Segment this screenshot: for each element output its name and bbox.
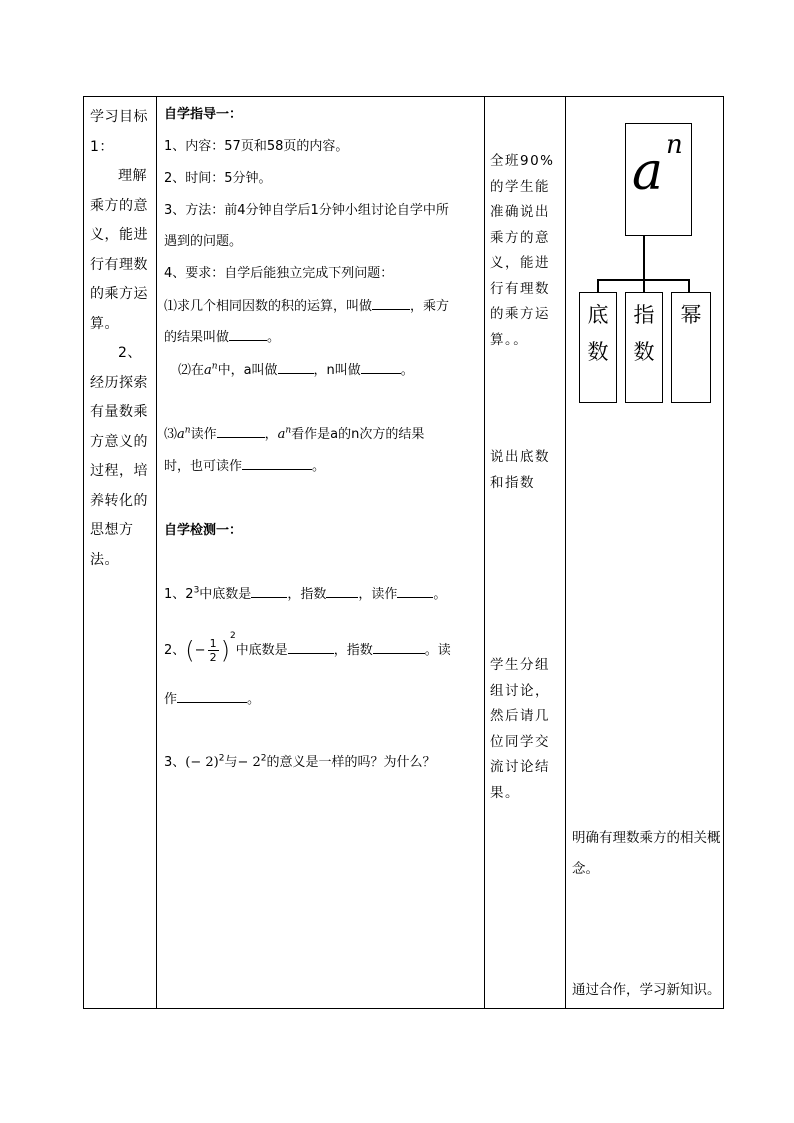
guide-content: 1、内容：57页和58页的内容。: [164, 139, 349, 154]
question-3: $⑶a^n$读作 ，$a^n$看作是a的n次方的结果: [164, 425, 425, 442]
question-2: ⑵在$a^n$中，a叫做 ，n叫做 。: [178, 361, 414, 378]
answer-blank: [397, 585, 433, 598]
guide-title: 自学指导一：: [164, 107, 243, 122]
assessment-note-3: 学生分组组讨论，然后请几位同学交流讨论结果。: [490, 657, 550, 801]
design-note-1: 明确有理数乘方的相关概念。: [572, 830, 721, 877]
connector-line: [597, 279, 599, 292]
answer-blank: [278, 361, 314, 374]
assessment-note-1: 全班90%的学生能准确说出乘方的意义，能进行有理数的乘方运算。。: [490, 153, 555, 348]
exercise-2-cont: 作 。: [164, 692, 261, 707]
exercise-2: 2、(− $\frac{1}{2}$ )$^2$中底数是 ，指数 。读: [164, 631, 451, 665]
power-diagram-top: [625, 123, 692, 236]
column-divider: [156, 97, 157, 1008]
guide-time: 2、时间：5分钟。: [164, 171, 272, 186]
answer-blank: [373, 641, 425, 654]
goals-heading: 学习目标1：: [90, 109, 148, 155]
answer-blank: [288, 641, 334, 654]
diagram-box-exponent: 指数: [625, 292, 663, 403]
exercise-1: 1、$2^3$中底数是 ，指数 ，读作 。: [164, 585, 447, 602]
answer-blank: [177, 690, 247, 703]
connector-line: [688, 279, 690, 292]
fraction: $\frac{1}{2}$: [209, 637, 217, 664]
connector-line: [643, 279, 645, 292]
column-divider: [484, 97, 485, 1008]
design-note-2: 通过合作，学习新知识。: [572, 982, 721, 998]
answer-blank: [217, 425, 265, 438]
exercise-3: 3、(− 2)$^2$与− $2^2$的意义是一样的吗？为什么？: [164, 753, 436, 770]
guide-requirement: 4、要求：自学后能独立完成下列问题：: [164, 266, 394, 281]
diagram-box-power: 幂: [671, 292, 711, 403]
connector-line: [643, 236, 645, 279]
assessment-note-2: 说出底数和指数: [490, 449, 550, 491]
lesson-table: [83, 96, 724, 1009]
column-divider: [565, 97, 566, 1008]
exponent-letter: n: [666, 130, 683, 160]
diagram-box-base: 底数: [579, 292, 617, 403]
base-letter: a: [632, 142, 664, 202]
answer-blank: [372, 297, 410, 310]
goal-1: 理解乘方的意义，能进行有理数的乘方运算。: [90, 168, 148, 332]
question-1: ⑴求几个相同因数的积的运算，叫做 ，乘方: [164, 299, 450, 314]
check-title: 自学检测一：: [164, 523, 243, 538]
question-1-cont: 的结果叫做 。: [164, 330, 281, 345]
answer-blank: [361, 361, 401, 374]
question-3-cont: 时，也可读作 。: [164, 459, 326, 474]
answer-blank: [251, 585, 287, 598]
guide-method: 3、方法：前4分钟自学后1分钟小组讨论自学中所: [164, 203, 449, 218]
goal-2: 2、经历探索有量数乘方意义的过程，培养转化的思想方法。: [90, 345, 148, 568]
answer-blank: [229, 328, 267, 341]
answer-blank: [242, 457, 312, 470]
guide-method-cont: 遇到的问题。: [164, 234, 243, 249]
answer-blank: [326, 585, 358, 598]
learning-goals: [90, 103, 152, 575]
